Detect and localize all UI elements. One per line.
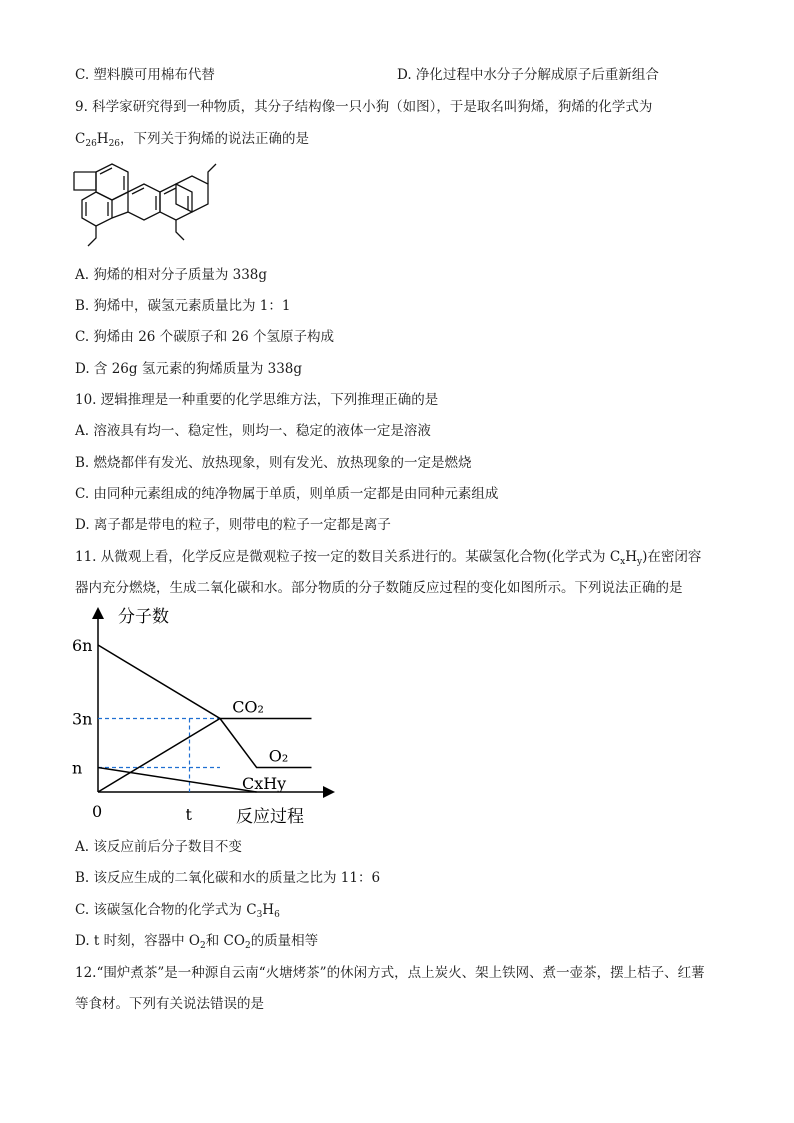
q9-option-c: C. 狗烯由 26 个碳原子和 26 个氢原子构成 [75, 329, 334, 345]
q9-option-b: B. 狗烯中，碳氢元素质量比为 1：1 [75, 298, 291, 314]
series-label-1: O₂ [268, 746, 289, 766]
q10-option-b: B. 燃烧都伴有发光、放热现象，则有发光、放热现象的一定是燃烧 [75, 455, 472, 471]
q9-option-d: D. 含 26g 氢元素的狗烯质量为 338g [75, 361, 303, 377]
q11-option-a: A. 该反应前后分子数目不变 [75, 839, 242, 855]
q10-option-d: D. 离子都是带电的粒子，则带电的粒子一定都是离子 [75, 517, 391, 533]
x-tick-label-t: t [185, 805, 192, 824]
y-tick-label-2: n [72, 758, 83, 778]
q9-stem-line1: 9. 科学家研究得到一种物质，其分子结构像一只小狗（如图），于是取名叫狗烯，狗烯的化学式为 [75, 99, 653, 115]
q8-option-c: C. 塑料膜可用棉布代替 [75, 67, 215, 83]
q10-option-a: A. 溶液具有均一、稳定性，则均一、稳定的液体一定是溶液 [75, 423, 431, 439]
q11-stem-line2: 器内充分燃烧，生成二氧化碳和水。部分物质的分子数随反应过程的变化如图所示。下列说法正确的是 [75, 580, 683, 596]
y-axis-label: 分子数 [118, 607, 169, 627]
q12-stem-line1: 12.“围炉煮茶”是一种源自云南“火塘烤茶”的休闲方式，点上炭火、架上铁网、煮一壶茶，摆上桔子、红薯 [75, 965, 705, 981]
molecule-count-chart [70, 602, 350, 832]
q9-stem-line2: $C_{26}H_{26}$，下列关于狗烯的说法正确的是 [75, 131, 310, 149]
q10-option-c: C. 由同种元素组成的纯净物属于单质，则单质一定都是由同种元素组成 [75, 486, 499, 502]
series-line-2 [98, 768, 257, 793]
series-label-2: CxHy [241, 774, 287, 793]
q10-stem: 10. 逻辑推理是一种重要的化学思维方法，下列推理正确的是 [75, 392, 439, 408]
y-tick-label-1: 3n [72, 709, 93, 729]
q11-option-d: D. t 时刻，容器中 $O_2$和 $CO_2$的质量相等 [75, 933, 319, 951]
q8-option-d: D. 净化过程中水分子分解成原子后重新组合 [397, 67, 659, 83]
q11-stem-line1: 11. 从微观上看，化学反应是微观粒子按一定的数目关系进行的。某碳氢化合物(化学式为 $C_xH_y$)在密闭容 [75, 549, 702, 567]
origin-label: 0 [92, 802, 103, 821]
q12-stem-line2: 等食材。下列有关说法错误的是 [75, 996, 264, 1012]
y-tick-label-0: 6n [72, 636, 93, 655]
series-label-0: CO₂ [232, 697, 264, 717]
x-axis-label: 反应过程 [236, 807, 304, 827]
q11-option-b: B. 该反应生成的二氧化碳和水的质量之比为 11：6 [75, 870, 381, 886]
q11-option-c: C. 该碳氢化合物的化学式为 $C_3H_6$ [75, 902, 280, 920]
dog-ene-structure-figure [70, 160, 230, 250]
q9-option-a: A. 狗烯的相对分子质量为 338g [75, 267, 268, 283]
